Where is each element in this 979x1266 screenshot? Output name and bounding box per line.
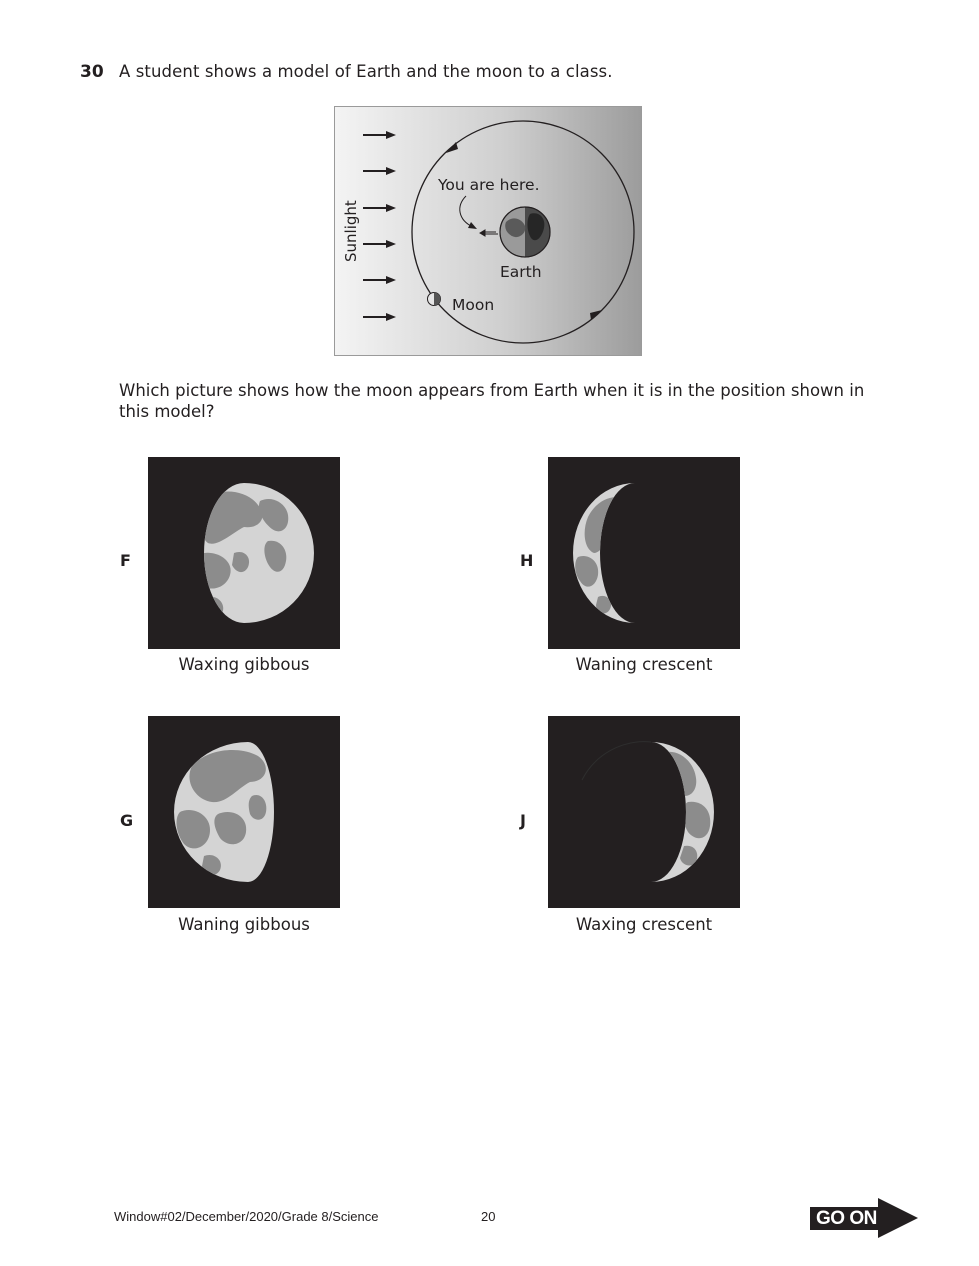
- option-j-caption: Waxing crescent: [575, 915, 713, 934]
- earth-label: Earth: [500, 263, 542, 281]
- option-g-caption: Waning gibbous: [178, 915, 310, 934]
- option-letter-g[interactable]: G: [120, 811, 134, 830]
- option-f-moon-image[interactable]: [148, 457, 340, 649]
- option-letter-f[interactable]: F: [120, 551, 131, 570]
- option-letter-j[interactable]: J: [520, 811, 526, 830]
- moon-label: Moon: [452, 296, 495, 314]
- go-on-label: GO ON: [816, 1208, 877, 1229]
- question-stem: A student shows a model of Earth and the moon to a class.: [119, 62, 613, 81]
- go-on-button[interactable]: [808, 1196, 920, 1240]
- question-number: 30: [80, 62, 104, 82]
- option-j-moon-image[interactable]: [548, 716, 740, 908]
- model-background: [335, 107, 642, 356]
- option-h-caption: Waning crescent: [575, 655, 713, 674]
- you-are-here-label: You are here.: [438, 176, 540, 194]
- sunlight-label: Sunlight: [342, 200, 360, 262]
- footer-source: Window#02/December/2020/Grade 8/Science: [114, 1209, 379, 1224]
- option-letter-h[interactable]: H: [520, 551, 534, 570]
- option-h-moon-image[interactable]: [548, 457, 740, 649]
- moon-icon: [428, 293, 441, 306]
- moon-outline: [582, 742, 651, 780]
- page-number: 20: [481, 1209, 496, 1224]
- option-f-caption: Waxing gibbous: [178, 655, 310, 674]
- earth-moon-model-diagram: [334, 106, 642, 356]
- option-g-moon-image[interactable]: [148, 716, 340, 908]
- question-prompt: Which picture shows how the moon appears from Earth when it is in the position shown in this model?: [119, 381, 865, 421]
